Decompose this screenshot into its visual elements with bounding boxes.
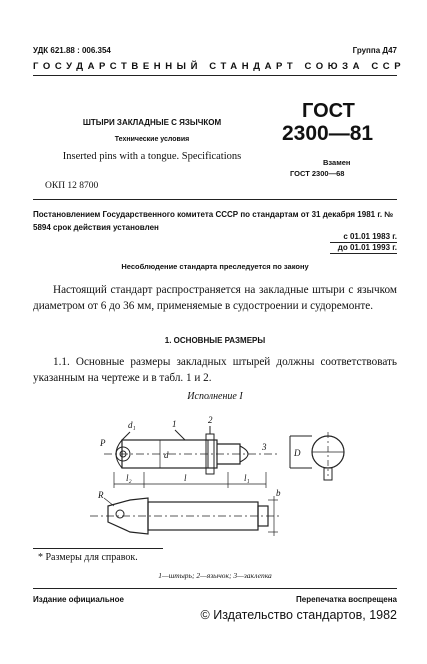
replaces-label: Взамен — [323, 158, 351, 167]
label-l: l — [184, 473, 187, 483]
label-D: D — [294, 448, 301, 458]
label-d: d — [164, 450, 169, 460]
footnote-rule — [33, 548, 163, 549]
publisher: © Издательство стандартов, 1982 — [200, 608, 397, 622]
header-rule — [33, 75, 397, 76]
decree-rule — [33, 199, 397, 200]
pin-front-view — [104, 426, 278, 474]
replaces-value: ГОСТ 2300—68 — [290, 169, 345, 178]
drawing-labels — [97, 415, 301, 500]
official-edition: Издание официальное — [33, 595, 124, 604]
label-3: 3 — [262, 442, 267, 452]
label-p: P — [100, 438, 106, 448]
pin-bottom-view — [90, 496, 282, 536]
section-title: 1. ОСНОВНЫЕ РАЗМЕРЫ — [164, 336, 266, 345]
paragraph-1-1: 1.1. Основные размеры закладных штырей должны соответствовать указанным на чертеже и в табл. 1 и 2. — [33, 356, 397, 384]
drawing-legend: 1—штырь; 2—язычок; 3—заклепка — [158, 571, 272, 580]
intro-paragraph: Настоящий стандарт распространяется на закладные штыри с язычком диаметром от 6 до 36 мм, применяемые в судостроении и судоремонте. — [33, 284, 397, 312]
label-1: 1 — [172, 419, 177, 429]
validity-to-underline — [330, 253, 397, 254]
label-2: 2 — [208, 415, 213, 425]
label-l1: l₁ — [244, 473, 250, 483]
group-code: Группа Д47 — [352, 46, 397, 55]
gost-label: ГОСТ — [302, 100, 355, 122]
title-russian: ШТЫРИ ЗАКЛАДНЫЕ С ЯЗЫЧКОМ — [82, 118, 222, 127]
decree-text: Постановлением Государственного комитета СССР по стандартам от 31 декабря 1981 г. № 5894 срок действия установлен — [33, 210, 394, 232]
title-english: Inserted pins with a tongue. Specifications — [62, 151, 242, 162]
drawing-variant-label: Исполнение I — [187, 391, 243, 402]
validity-to: до 01.01 1993 г. — [337, 243, 397, 252]
udk-code: УДК 621.88 : 006.354 — [33, 46, 111, 55]
gost-number: 2300—81 — [282, 122, 374, 145]
nonobservance-notice: Несоблюдение стандарта преследуется по закону — [121, 262, 309, 271]
subtitle-russian: Технические условия — [114, 136, 190, 143]
label-l2: l₂ — [126, 473, 132, 483]
label-d1: d₁ — [128, 420, 136, 430]
validity-from: с 01.01 1983 г. — [343, 232, 397, 241]
label-r: R — [98, 490, 104, 500]
reprint-prohibited: Перепечатка воспрещена — [296, 595, 397, 604]
standard-header: ГОСУДАРСТВЕННЫЙ СТАНДАРТ СОЮЗА ССР — [33, 61, 406, 72]
okp-code: ОКП 12 8700 — [45, 181, 99, 191]
footer-rule — [33, 588, 397, 589]
label-b: b — [276, 488, 281, 498]
footnote: * Размеры для справок. — [38, 552, 138, 563]
pin-technical-drawing — [90, 410, 370, 545]
